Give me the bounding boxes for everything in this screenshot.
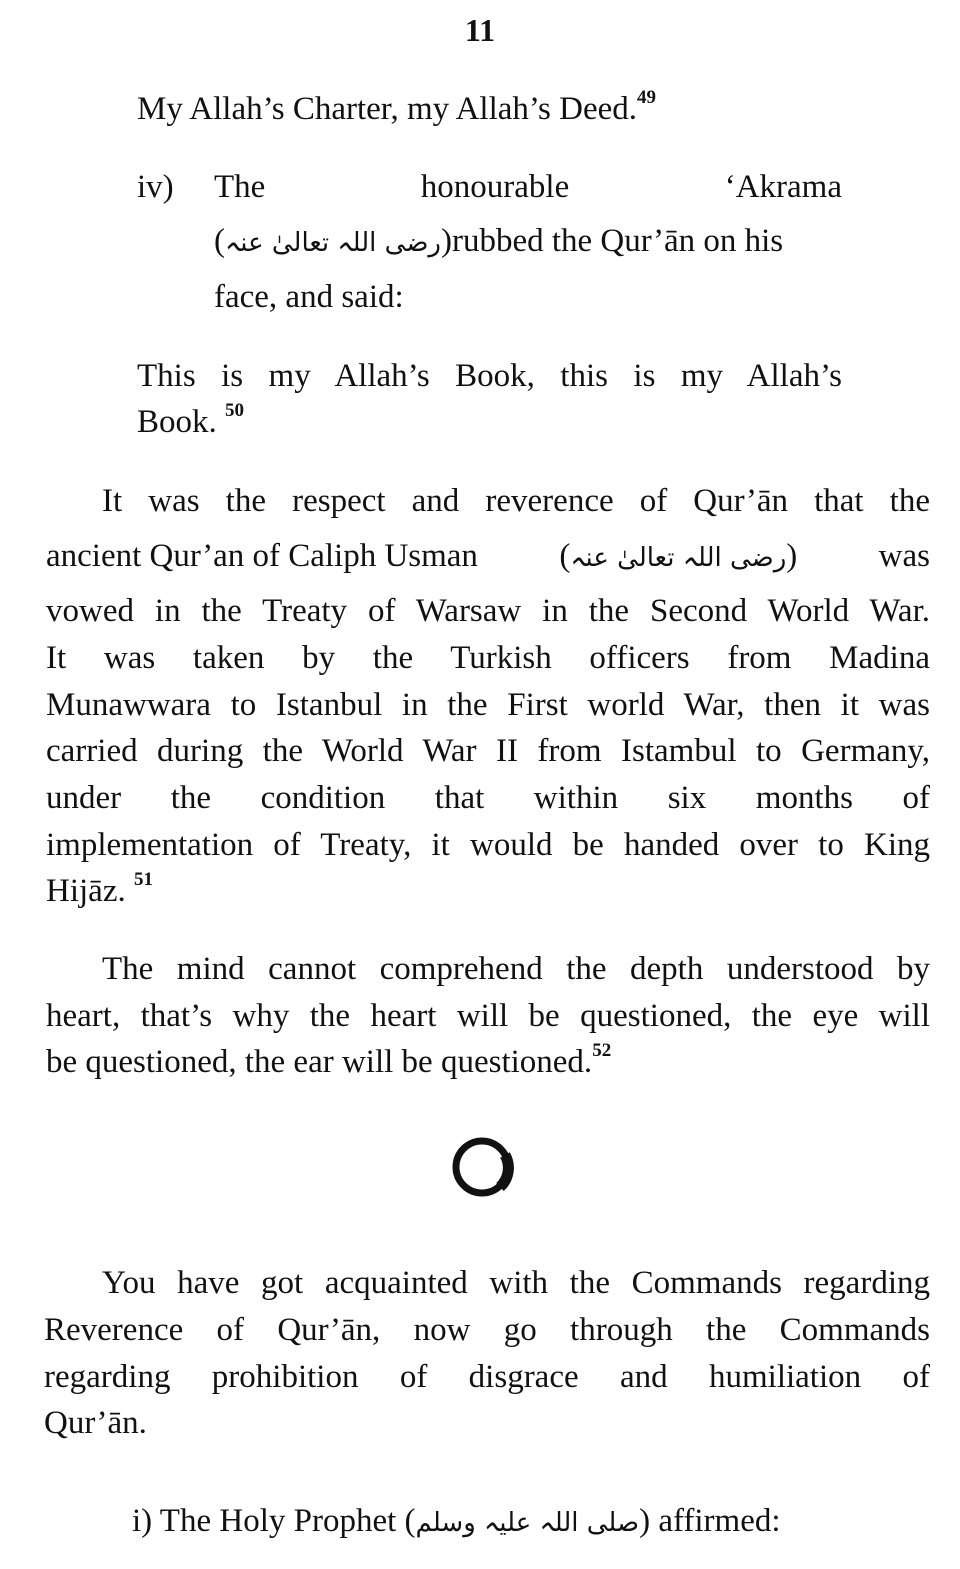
- footnote-50: 50: [225, 400, 245, 421]
- book-line2: [137, 399, 244, 446]
- charter-text: My Allah’s Charter, my Allah’s Deed.: [137, 91, 638, 127]
- mind-line3-text: be questioned, the ear will be questioned.: [46, 1044, 593, 1080]
- honorific-arabic: رضی اللہ تعالیٰ عنہ: [570, 543, 787, 573]
- commands-line4: Qur’ān.: [44, 1405, 147, 1441]
- commands-line2: Reverence of Qur’ān, now go through the Commands: [44, 1312, 930, 1348]
- ornament-circle-icon: [450, 1135, 514, 1199]
- commands-line1: You have got acquainted with the Commands regarding: [102, 1265, 930, 1301]
- book-line1: This is my Allah’s Book, this is my Allah’s: [137, 358, 842, 394]
- item-iv-honorific-group: (رضی اللہ تعالیٰ عنہ)rubbed the Qur’ān on his: [214, 223, 784, 259]
- treaty-line4: It was taken by the Turkish officers from Madina: [46, 640, 930, 676]
- item-i-line: [132, 1498, 781, 1547]
- item-iv-line2-rest: rubbed the Qur’ān on his: [451, 223, 784, 259]
- treaty-line2-after: was: [878, 538, 930, 574]
- honorific-arabic: صلی اللہ علیہ وسلم: [415, 1508, 640, 1538]
- item-iv-word-3: ‘Akrama: [724, 169, 842, 205]
- mind-line2: heart, that’s why the heart will be questioned, the eye will: [46, 998, 930, 1034]
- footnote-51: 51: [133, 869, 153, 890]
- treaty-line8: implementation of Treaty, it would be handed over to King: [46, 827, 930, 863]
- footnote-49: 49: [637, 87, 657, 108]
- treaty-line2-before: ancient Qur’an of Caliph Usman: [46, 538, 478, 574]
- charter-line: [137, 86, 656, 133]
- item-iv-line1: [214, 164, 842, 211]
- treaty-line7: under the condition that within six months of: [46, 780, 930, 816]
- treaty-honorific-group: (رضی اللہ تعالیٰ عنہ): [559, 538, 798, 574]
- page-number: 11: [464, 12, 496, 48]
- treaty-line3: vowed in the Treaty of Warsaw in the Second World War.: [46, 593, 930, 629]
- treaty-line9: [46, 868, 153, 915]
- item-i-before: i) The Holy Prophet (: [132, 1503, 416, 1539]
- item-i-after: ) affirmed:: [639, 1503, 781, 1539]
- honorific-arabic: رضی اللہ تعالیٰ عنہ: [225, 228, 441, 258]
- treaty-line1: It was the respect and reverence of Qur’ān that the: [102, 483, 930, 519]
- footnote-52: 52: [592, 1040, 612, 1061]
- item-iv-word-2: honourable: [420, 169, 570, 205]
- item-iv-line2: [214, 218, 842, 267]
- item-iv-word-1: The: [214, 169, 266, 205]
- treaty-line2: [46, 533, 930, 582]
- treaty-line5: Munawwara to Istanbul in the First world War, then it was: [46, 687, 930, 723]
- mind-line1: The mind cannot comprehend the depth understood by: [102, 951, 930, 987]
- book-line2-text: Book.: [137, 404, 217, 440]
- treaty-line6: carried during the World War II from Istambul to Germany,: [46, 733, 930, 769]
- item-iv-marker: iv): [137, 169, 174, 205]
- treaty-line9-text: Hijāz.: [46, 873, 126, 909]
- commands-line3: regarding prohibition of disgrace and humiliation of: [44, 1359, 930, 1395]
- mind-line3: [46, 1039, 611, 1086]
- item-iv-line3: face, and said:: [214, 279, 404, 315]
